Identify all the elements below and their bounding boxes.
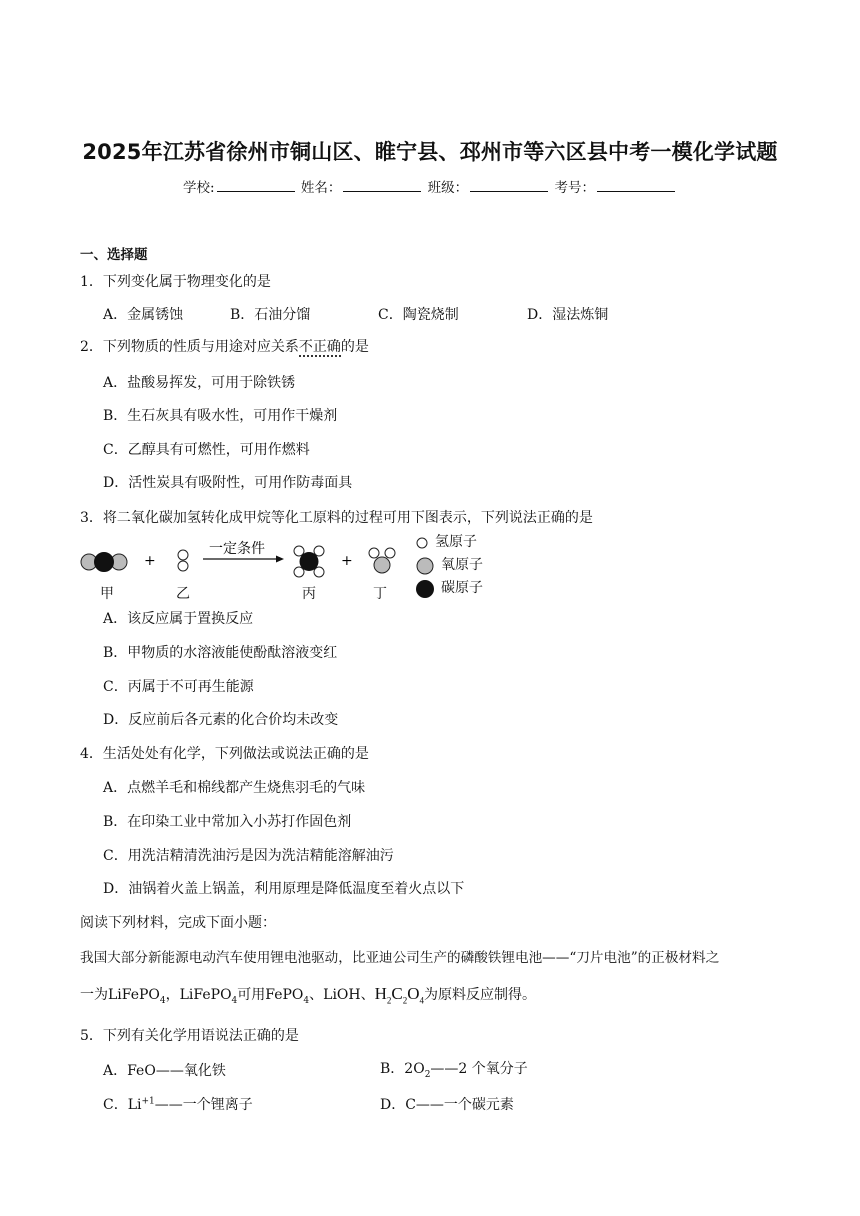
superscript: +1 [141, 1096, 155, 1107]
exam-number-blank[interactable] [597, 179, 675, 192]
class-blank[interactable] [470, 179, 548, 192]
q5-option-c-text: ——一个锂离子 [154, 1097, 253, 1113]
reading-intro: 阅读下列材料，完成下面小题： [80, 915, 276, 931]
q1-option-a: A．金属锈蚀 [103, 307, 184, 323]
q2-stem-emphasis: 不正确 [298, 339, 341, 355]
subscript: 2 [424, 1069, 431, 1080]
legend-oxygen [415, 554, 483, 577]
reading-paragraph-line-1: 我国大部分新能源电动汽车使用锂电池驱动，比亚迪公司生产的磷酸铁锂电池——“刀片电池”的正极材料之 [80, 950, 720, 966]
reading-text-b: ，LiFePO [165, 987, 232, 1003]
q2-stem-post: 的是 [340, 339, 369, 355]
legend-oxygen-label: 氧原子 [441, 557, 483, 573]
oxalic-acid-formula: $H_2C_2O_4$ [374, 984, 425, 1006]
legend-carbon-label: 碳原子 [441, 580, 483, 596]
q2-stem [80, 336, 369, 356]
subscript: 4 [303, 995, 310, 1006]
q4-option-b: B．在印染工业中常加入小苏打作固色剂 [103, 814, 352, 830]
q1-option-b: B．石油分馏 [230, 307, 311, 323]
subscript: 4 [231, 995, 238, 1006]
q4-option-d: D．油锅着火盖上锅盖，利用原理是降低温度至着火点以下 [103, 881, 465, 897]
q5-option-c-letter: C． [103, 1097, 128, 1113]
q4-option-a: A．点燃羊毛和棉线都产生烧焦羽毛的气味 [103, 780, 366, 796]
q3-option-d: D．反应前后各元素的化合价均未改变 [103, 712, 339, 728]
q1-stem: 1．下列变化属于物理变化的是 [80, 274, 271, 290]
q5-option-a: A．FeO——氧化铁 [103, 1063, 226, 1079]
hydrogen-atom-icon [415, 536, 429, 550]
q5-stem: 5．下列有关化学用语说法正确的是 [80, 1028, 299, 1044]
legend-carbon [415, 577, 483, 600]
q4-option-c: C．用洗洁精清洗油污是因为洗洁精能溶解油污 [103, 848, 394, 864]
reading-paragraph-line-2 [80, 984, 536, 1006]
exam-number-label: 考号： [554, 180, 595, 196]
class-label: 班级： [427, 180, 469, 196]
q2-stem-pre: 2．下列物质的性质与用途对应关系 [80, 339, 299, 355]
subscript: 4 [159, 995, 166, 1006]
reading-text-c: 可用FePO [237, 987, 304, 1003]
name-label: 姓名： [300, 180, 342, 196]
label-bing: 丙 [302, 586, 316, 602]
molecule-yi-icon [178, 550, 188, 571]
q5-option-d: D．C——一个碳元素 [380, 1097, 514, 1113]
q3-stem: 3．将二氧化碳加氢转化成甲烷等化工原料的过程可用下图表示，下列说法正确的是 [80, 510, 593, 526]
label-yi: 乙 [176, 586, 190, 602]
school-blank[interactable] [217, 179, 295, 192]
q4-stem: 4．生活处处有化学，下列做法或说法正确的是 [80, 746, 369, 762]
q2-option-c: C．乙醇具有可燃性，可用作燃料 [103, 442, 310, 458]
school-label: 学校: [183, 180, 215, 196]
legend-hydrogen-label: 氢原子 [435, 534, 477, 550]
section-heading: 一、选择题 [80, 247, 148, 263]
atom-legend [415, 531, 483, 600]
q3-option-a: A．该反应属于置换反应 [103, 611, 254, 627]
q5-option-b-letter: B． [380, 1061, 405, 1077]
reading-text-e: 为原料反应制得。 [424, 987, 537, 1003]
oxygen-atom-icon [415, 556, 435, 576]
plus-sign-1: + [144, 553, 156, 569]
legend-hydrogen [415, 531, 483, 554]
q2-option-b: B．生石灰具有吸水性，可用作干燥剂 [103, 408, 338, 424]
student-info-line [0, 176, 860, 196]
q5-option-b [380, 1058, 528, 1080]
q1-option-c: C．陶瓷烧制 [378, 307, 459, 323]
reading-text-a: 一为LiFePO [80, 987, 160, 1003]
q5-option-b-text: ——2 个氧分子 [430, 1061, 528, 1077]
molecule-jia-icon [81, 553, 127, 572]
q3-option-b: B．甲物质的水溶液能使酚酞溶液变红 [103, 645, 338, 661]
q3-option-c: C．丙属于不可再生能源 [103, 679, 254, 695]
reading-text-d: 、LiOH、 [309, 987, 375, 1003]
name-blank[interactable] [343, 179, 421, 192]
q5-option-b-formula: 2O [404, 1061, 425, 1077]
q2-option-d: D．活性炭具有吸附性，可用作防毒面具 [103, 475, 353, 491]
molecule-bing-icon [294, 546, 324, 577]
plus-sign-2: + [341, 553, 353, 569]
carbon-atom-icon [415, 579, 435, 599]
page-title: 2025年江苏省徐州市铜山区、睢宁县、邳州市等六区县中考一模化学试题 [82, 140, 778, 164]
label-ding: 丁 [373, 586, 387, 602]
q5-option-c [103, 1094, 253, 1114]
label-jia: 甲 [100, 586, 114, 602]
q2-option-a: A．盐酸易挥发，可用于除铁锈 [103, 375, 296, 391]
reaction-condition: 一定条件 [209, 541, 265, 557]
q1-option-d: D．湿法炼铜 [527, 307, 609, 323]
q5-option-c-formula: Li [127, 1097, 142, 1113]
molecule-ding-icon [369, 548, 395, 573]
